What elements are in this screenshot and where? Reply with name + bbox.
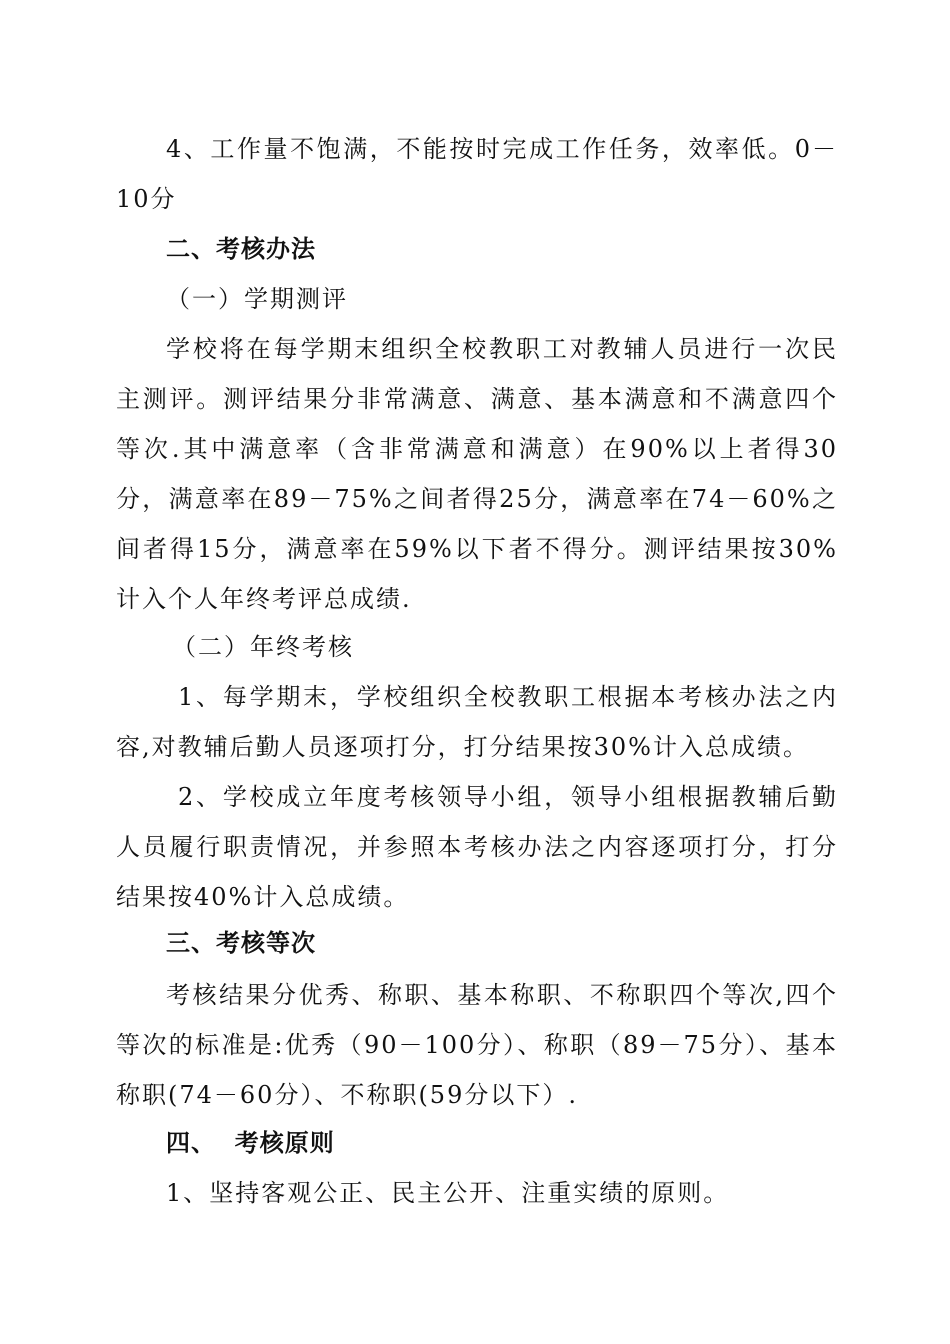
paragraph-principle-1: 1、坚持客观公正、民主公开、注重实绩的原则。	[166, 1179, 730, 1207]
heading-assessment-method: 二、考核办法	[166, 235, 316, 263]
paragraph-year-end-item2: 2、学校成立年度考核领导小组，领导小组根据教辅后勤人员履行职责情况，并参照本考核办法之内容逐项打分，打分结果按40%计入总成绩。	[116, 783, 838, 911]
paragraph-workload: 4、工作量不饱满，不能按时完成工作任务，效率低。0－10分	[116, 135, 838, 213]
subheading-semester-evaluation: （一）学期测评	[166, 285, 348, 313]
heading-assessment-principles: 四、 考核原则	[166, 1129, 335, 1157]
paragraph-assessment-grades: 考核结果分优秀、称职、基本称职、不称职四个等次,四个等次的标准是:优秀（90－100分）、称职（89－75分）、基本称职(74－60分）、不称职(59分以下）.	[116, 981, 838, 1109]
heading-assessment-grades: 三、考核等次	[166, 929, 316, 957]
paragraph-year-end-item1: 1、每学期末，学校组织全校教职工根据本考核办法之内容,对教辅后勤人员逐项打分，打分结果按30%计入总成绩。	[116, 683, 838, 761]
subheading-year-end-assessment: （二）年终考核	[172, 633, 354, 661]
paragraph-semester-evaluation: 学校将在每学期末组织全校教职工对教辅人员进行一次民主测评。测评结果分非常满意、满意、基本满意和不满意四个等次.其中满意率（含非常满意和满意）在90%以上者得30分，满意率在89－75%之间者得25分，满意率在74－60%之间者得15分，满意率在59%以下者不得分。测评结果按30%计入个人年终考评总成绩.	[116, 335, 838, 613]
